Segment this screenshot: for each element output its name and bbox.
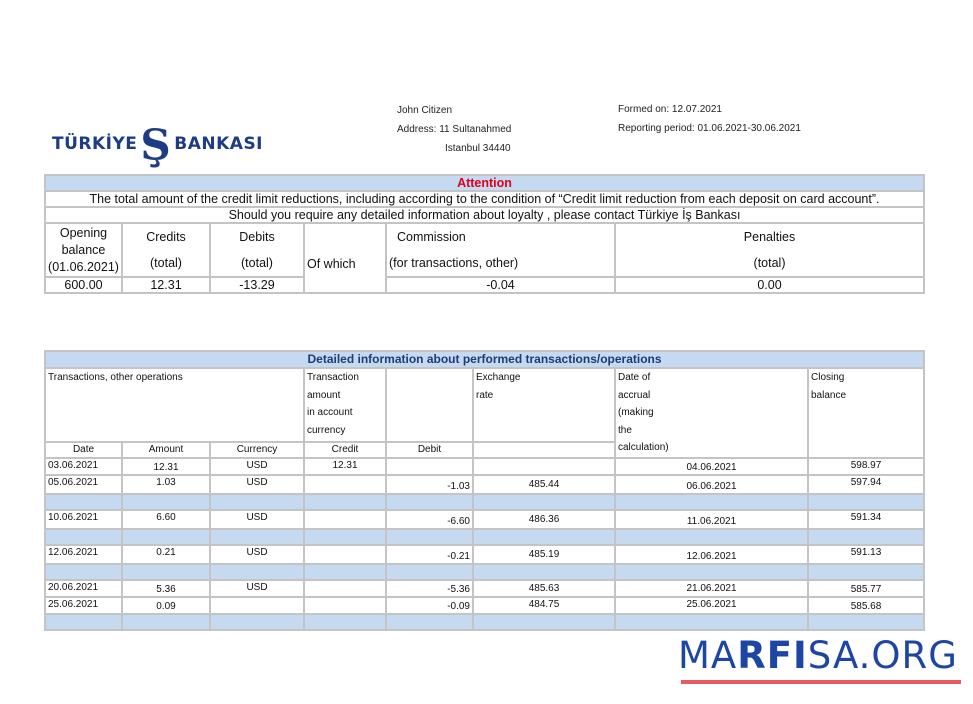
row-amount: 5.36 [122, 580, 210, 597]
watermark-part3: SA.ORG [807, 634, 958, 677]
opening-header-line3: (01.06.2021) [48, 259, 119, 274]
table-row [45, 580, 924, 597]
row-currency: USD [210, 458, 304, 475]
aac-line4: currency [307, 424, 346, 436]
aac-line3: in account [307, 407, 353, 418]
formed-on: Formed on: 12.07.2021 [618, 104, 722, 115]
debits-header-line1: Debits [239, 230, 275, 244]
debits-total-value: -13.29 [210, 277, 304, 293]
credits-header-line1: Credits [146, 230, 186, 244]
row-credit [304, 475, 386, 494]
reporting-period: Reporting period: 01.06.2021-30.06.2021 [618, 123, 801, 134]
watermark [678, 636, 958, 676]
credits-total-value: 12.31 [122, 277, 210, 293]
row-debit: -1.03 [386, 475, 473, 494]
exchange-rate-header [473, 368, 615, 442]
table-row [45, 475, 924, 494]
row-amount: 6.60 [122, 510, 210, 529]
transactions-table [44, 350, 925, 631]
watermark-part2: RFI [737, 634, 808, 677]
row-amount: 12.31 [122, 458, 210, 475]
row-accrual: 12.06.2021 [615, 545, 808, 564]
aac-line1: Transaction [307, 372, 359, 383]
col-header-amount: Amount [122, 442, 210, 457]
rate-line1: Exchange [476, 372, 521, 383]
row-rate: 485.19 [473, 545, 615, 564]
row-debit [386, 458, 473, 475]
opening-header-line1: Opening [59, 225, 108, 240]
debits-header [210, 223, 304, 277]
row-date: 10.06.2021 [45, 510, 122, 529]
bank-logo [52, 120, 263, 168]
row-date: 25.06.2021 [45, 597, 122, 614]
row-accrual: 21.06.2021 [615, 580, 808, 597]
row-debit: -6.60 [386, 510, 473, 529]
row-debit: -0.09 [386, 597, 473, 614]
credits-header [122, 223, 210, 277]
row-amount: 0.21 [122, 545, 210, 564]
date-of-accrual-header [615, 368, 808, 458]
row-rate: 485.63 [473, 580, 615, 597]
row-currency [210, 597, 304, 614]
summary-table [44, 174, 925, 294]
row-accrual: 06.06.2021 [615, 475, 808, 494]
debits-header-line2: (total) [241, 256, 273, 270]
separator-row [45, 564, 924, 580]
row-closing: 597.94 [808, 475, 924, 494]
row-rate: 484.75 [473, 597, 615, 614]
separator-row [45, 614, 924, 630]
of-which-header: Of which [304, 223, 386, 293]
opening-balance-header [45, 223, 122, 277]
bank-name-left: TÜRKİYE [52, 134, 138, 154]
table-row [45, 458, 924, 475]
watermark-underline [681, 680, 961, 684]
accrual-line4: the [618, 424, 632, 436]
row-closing: 585.68 [808, 597, 924, 614]
opening-header-line2: balance [61, 242, 106, 257]
table-row [45, 545, 924, 564]
row-credit [304, 510, 386, 529]
accrual-line5: calculation) [618, 442, 669, 453]
penalties-value: 0.00 [615, 277, 924, 293]
separator-row [45, 529, 924, 545]
row-currency: USD [210, 545, 304, 564]
commission-header-line1: Commission [397, 230, 466, 244]
transactions-group-header: Transactions, other operations [45, 368, 304, 442]
table-row [45, 510, 924, 529]
row-credit [304, 545, 386, 564]
col-header-debit: Debit [386, 442, 473, 457]
row-credit: 12.31 [304, 458, 386, 475]
accrual-line1: Date of [618, 372, 651, 383]
notice-loyalty: Should you require any detailed information about loyalty , please contact Türkiye İş Bankası [45, 207, 924, 223]
table-row [45, 597, 924, 614]
row-date: 12.06.2021 [45, 545, 122, 564]
row-currency: USD [210, 510, 304, 529]
bank-mark-icon: Ş [140, 120, 172, 169]
row-credit [304, 597, 386, 614]
accrual-line3: (making [618, 407, 654, 418]
debit-group-blank [386, 368, 473, 442]
row-amount: 0.09 [122, 597, 210, 614]
row-accrual: 11.06.2021 [615, 510, 808, 529]
bank-name-right: BANKASI [174, 134, 264, 154]
closing-balance-header [808, 368, 924, 458]
aac-line2: amount [307, 389, 341, 401]
notice-credit-limit: The total amount of the credit limit reductions, including according to the condition of “Credit limit reduction from each deposit on card account”. [45, 191, 924, 207]
rate-line2: rate [476, 389, 494, 401]
amount-account-currency-header [304, 368, 386, 442]
commission-value: -0.04 [386, 277, 615, 293]
separator-row [45, 494, 924, 510]
closing-line2: balance [811, 389, 847, 401]
row-rate: 486.36 [473, 510, 615, 529]
row-credit [304, 580, 386, 597]
customer-address-line2: Istanbul 34440 [445, 143, 511, 154]
row-closing: 591.13 [808, 545, 924, 564]
row-date: 20.06.2021 [45, 580, 122, 597]
customer-address-line1: Address: 11 Sultanahmed [397, 124, 512, 135]
row-closing: 585.77 [808, 580, 924, 597]
closing-line1: Closing [811, 372, 845, 383]
attention-heading: Attention [45, 175, 924, 191]
row-rate [473, 458, 615, 475]
credits-header-line2: (total) [150, 256, 182, 270]
row-debit: -5.36 [386, 580, 473, 597]
watermark-part1: MA [678, 634, 738, 677]
opening-balance-value: 600.00 [45, 277, 122, 293]
row-date: 05.06.2021 [45, 475, 122, 494]
col-header-rate-blank [473, 442, 615, 457]
penalties-header-line2: (total) [753, 256, 786, 270]
row-amount: 1.03 [122, 475, 210, 494]
customer-name: John Citizen [397, 105, 453, 116]
col-header-date: Date [45, 442, 122, 457]
row-date: 03.06.2021 [45, 458, 122, 475]
accrual-line2: accrual [618, 389, 651, 401]
commission-header [386, 223, 615, 277]
row-accrual: 25.06.2021 [615, 597, 808, 614]
commission-header-line2: (for transactions, other) [389, 256, 519, 270]
row-accrual: 04.06.2021 [615, 458, 808, 475]
row-currency: USD [210, 475, 304, 494]
col-header-credit: Credit [304, 442, 386, 457]
penalties-header [615, 223, 924, 277]
penalties-header-line1: Penalties [743, 230, 796, 244]
row-closing: 598.97 [808, 458, 924, 475]
row-rate: 485.44 [473, 475, 615, 494]
detail-title: Detailed information about performed transactions/operations [45, 351, 924, 368]
row-closing: 591.34 [808, 510, 924, 529]
row-currency: USD [210, 580, 304, 597]
row-debit: -0.21 [386, 545, 473, 564]
col-header-currency: Currency [210, 442, 304, 457]
